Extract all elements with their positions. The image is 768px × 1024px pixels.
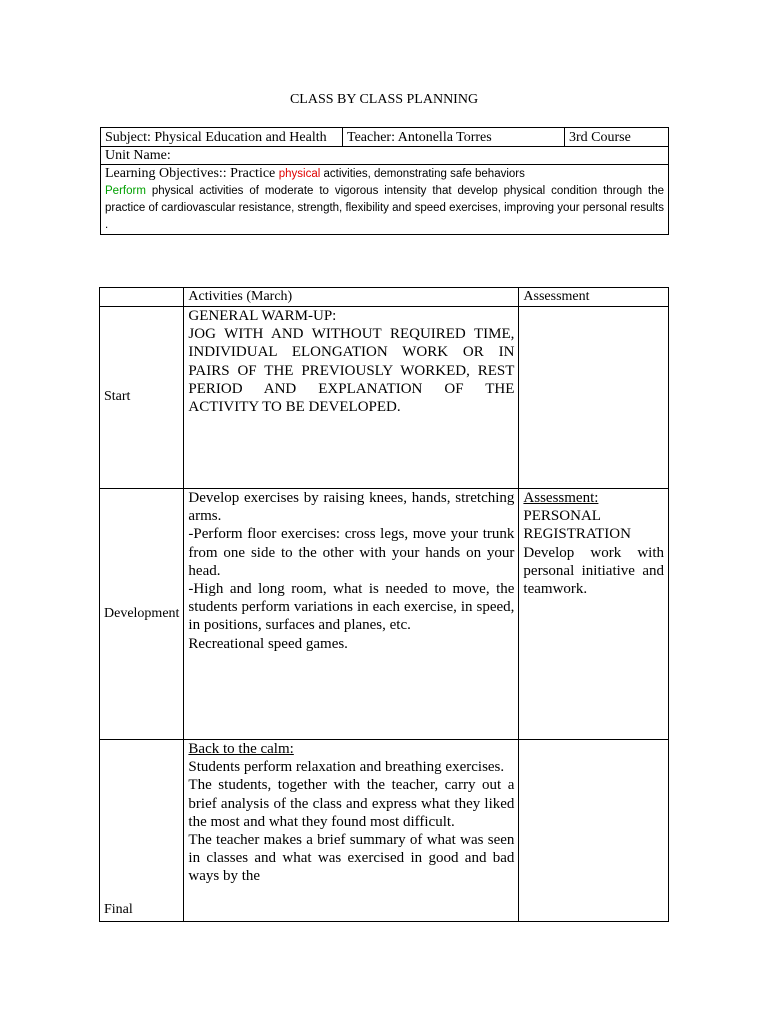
activity-final [184, 740, 519, 922]
objectives-line2-text: physical activities of moderate to vigorous intensity that develop physical condition through the practice of cardiovascular resistance, strength, flexibility and speed exercises, improving your personal results . [105, 185, 664, 231]
objectives-red-word: physical [278, 168, 321, 180]
objectives-label: Learning Objectives:: Practice [105, 166, 279, 181]
assessment-dev-title: Assessment: [523, 490, 599, 506]
document-title: CLASS BY CLASS PLANNING [289, 92, 479, 107]
objectives-line-1 [105, 165, 664, 183]
course-cell: 3rd Course [565, 128, 669, 147]
assessment-start [519, 307, 669, 489]
plan-row-development [100, 489, 669, 740]
activity-start [184, 307, 519, 489]
col-assessment-header: Assessment [519, 288, 669, 307]
objectives-line1-text: activities, demonstrating safe behaviors [320, 168, 525, 180]
activity-start-body: JOG WITH AND WITHOUT REQUIRED TIME, INDIVIDUAL ELONGATION WORK OR IN PAIRS OF THE PREVIOUSLY WORKED, REST PERIOD AND EXPLANATION OF THE ACTIVITY TO BE DEVELOPED. [188, 326, 515, 416]
activity-dev-p3: -High and long room, what is needed to move, the students perform variations in each exercise, in speed, in positions, surfaces and planes, etc. [188, 581, 515, 634]
header-row-2 [101, 147, 669, 165]
col-activities-header: Activities (March) [184, 288, 519, 307]
plan-header-empty [100, 288, 184, 307]
assessment-dev-p2: Develop work with personal initiative and teamwork. [523, 544, 664, 598]
activity-dev-p2: -Perform floor exercises: cross legs, move your trunk from one side to the other with your hands on your head. [188, 526, 515, 579]
assessment-development [519, 489, 669, 740]
activity-final-title: Back to the calm: [188, 741, 294, 757]
header-row-1 [101, 128, 669, 147]
plan-row-start [100, 307, 669, 489]
assessment-final [519, 740, 669, 922]
header-row-3 [101, 165, 669, 235]
activity-dev-p4: Recreational speed games. [188, 635, 348, 652]
activity-final-p2: The students, together with the teacher, carry out a brief analysis of the class and express what they liked the most and what they found most difficult. [188, 777, 515, 830]
activity-final-content [188, 740, 514, 886]
phase-start: Start [100, 307, 184, 489]
plan-row-final [100, 740, 669, 922]
unit-name-cell: Unit Name: [101, 147, 669, 165]
plan-table [99, 287, 669, 922]
activity-dev-p1: Develop exercises by raising knees, hands, stretching arms. [188, 490, 515, 525]
phase-development: Development [100, 489, 184, 740]
phase-final: Final [100, 740, 184, 922]
teacher-cell: Teacher: Antonella Torres [343, 128, 565, 147]
activity-final-p3: The teacher makes a brief summary of what was seen in classes and what was exercised in good and bad ways by the [188, 832, 515, 885]
header-table [100, 127, 669, 235]
learning-objectives-cell [101, 165, 669, 235]
plan-header-row [100, 288, 669, 307]
assessment-dev-p1: PERSONAL REGISTRATION [523, 508, 631, 543]
activity-final-p1: Students perform relaxation and breathing exercises. [188, 759, 505, 776]
objectives-line-2 [105, 183, 664, 234]
activity-development [184, 489, 519, 740]
objectives-green-word: Perform [105, 185, 146, 197]
subject-cell: Subject: Physical Education and Health [101, 128, 343, 147]
activity-start-title: GENERAL WARM-UP: [188, 308, 337, 324]
